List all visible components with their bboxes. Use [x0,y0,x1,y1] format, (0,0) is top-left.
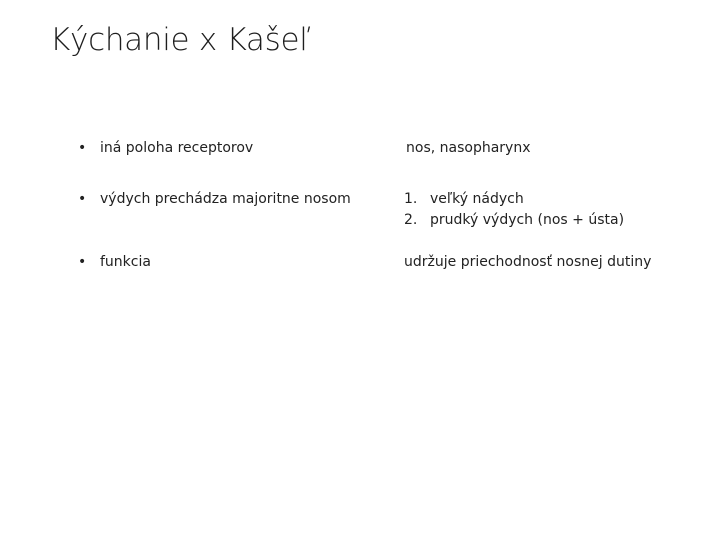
slide-title: Kýchanie x Kašeľ [50,22,311,58]
numbered-list [404,189,624,231]
list-item [404,189,624,210]
left-item-text: iná poloha receptorov [100,140,254,156]
list-number: 1. [404,191,418,207]
list-item-text: prudký výdych (nos + ústa) [430,212,625,228]
left-item-text: výdych prechádza majoritne nosom [100,191,351,207]
bullet-icon: • [78,191,87,207]
left-bullet-item [78,191,351,207]
left-item-text: funkcia [100,254,151,270]
left-bullet-item [78,140,253,156]
left-bullet-item [78,254,151,270]
bullet-icon: • [78,254,87,270]
bullet-icon: • [78,140,87,156]
right-item-row3: udržuje priechodnosť nosnej dutiny [404,254,652,270]
right-item-row2 [404,189,624,231]
list-number: 2. [404,212,418,228]
list-item-text: veľký nádych [430,191,524,207]
right-item-row1: nos, nasopharynx [406,140,531,156]
list-item [404,210,624,231]
